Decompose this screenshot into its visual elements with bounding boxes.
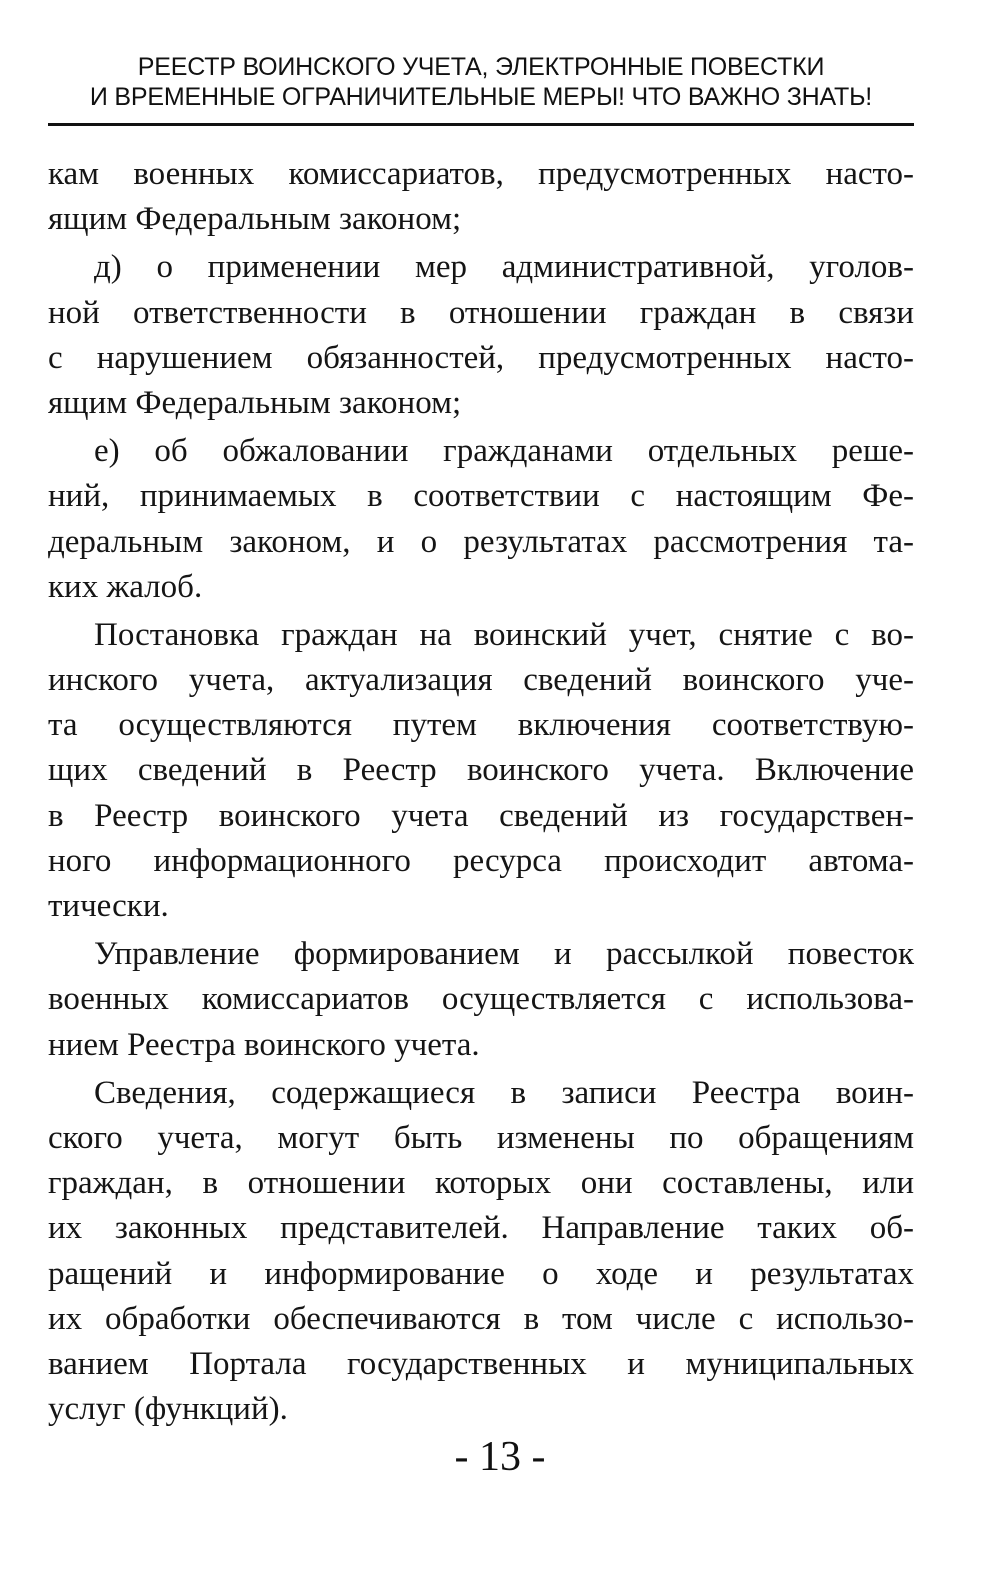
text-line: Управление формированием и рассылкой повесток — [94, 936, 914, 973]
text-line: д) о применении мер административной, уголов- — [94, 249, 914, 286]
text-line: с нарушением обязанностей, предусмотренных насто- — [48, 339, 914, 376]
text-line: та осуществляются путем включения соответствую- — [48, 707, 914, 744]
paragraph-item-d — [48, 245, 914, 426]
text-line: ящим Федеральным законом; — [48, 201, 462, 238]
paragraph-continuation — [48, 152, 914, 242]
text-line: нием Реестра воинского учета. — [48, 1026, 480, 1063]
paragraph-changes — [48, 1071, 914, 1433]
running-header — [50, 52, 912, 112]
text-line: их обработки обеспечиваются в том числе с использо- — [48, 1300, 914, 1337]
text-line: инского учета, актуализация сведений воинского уче- — [48, 662, 914, 699]
header-rule — [48, 123, 914, 126]
text-line: кам военных комиссариатов, предусмотренных насто- — [48, 156, 914, 192]
text-line: ной ответственности в отношении граждан в связи — [48, 294, 914, 331]
text-line: военных комиссариатов осуществляется с использова- — [48, 981, 914, 1018]
text-line: ращений и информирование о ходе и результатах — [48, 1255, 914, 1292]
text-line: щих сведений в Реестр воинского учета. Включение — [48, 752, 914, 789]
text-line: ких жалоб. — [48, 568, 203, 605]
body-text — [48, 152, 914, 1432]
text-line: Постановка граждан на воинский учет, снятие с во- — [94, 616, 914, 653]
paragraph-summons — [48, 932, 914, 1068]
running-header-line-1: РЕЕСТР ВОИНСКОГО УЧЕТА, ЭЛЕКТРОННЫЕ ПОВЕСТКИ — [137, 53, 825, 81]
paragraph-item-e — [48, 429, 914, 610]
paragraph-registration — [48, 613, 914, 929]
text-line: в Реестр воинского учета сведений из государствен- — [48, 797, 914, 834]
page-number: - 13 - — [454, 1434, 546, 1480]
text-line: ний, принимаемых в соответствии с настоящим Фе- — [48, 478, 914, 515]
text-line: деральным законом, и о результатах рассмотрения та- — [48, 523, 914, 560]
text-line: тически. — [48, 888, 169, 924]
text-line: Сведения, содержащиеся в записи Реестра воин- — [94, 1074, 914, 1111]
text-line: ванием Портала государственных и муниципальных — [48, 1345, 914, 1382]
text-line: ского учета, могут быть изменены по обращениям — [48, 1119, 914, 1156]
text-line: ящим Федеральным законом; — [48, 384, 462, 421]
text-line: е) об обжаловании гражданами отдельных реше- — [94, 433, 914, 470]
text-line: их законных представителей. Направление таких об- — [48, 1210, 914, 1247]
running-header-line-2: И ВРЕМЕННЫЕ ОГРАНИЧИТЕЛЬНЫЕ МЕРЫ! ЧТО ВАЖНО ЗНАТЬ! — [89, 83, 873, 111]
text-line: услуг (функций). — [48, 1391, 288, 1428]
text-line: ного информационного ресурса происходит автома- — [48, 842, 914, 879]
text-line: граждан, в отношении которых они составлены, или — [48, 1165, 914, 1202]
